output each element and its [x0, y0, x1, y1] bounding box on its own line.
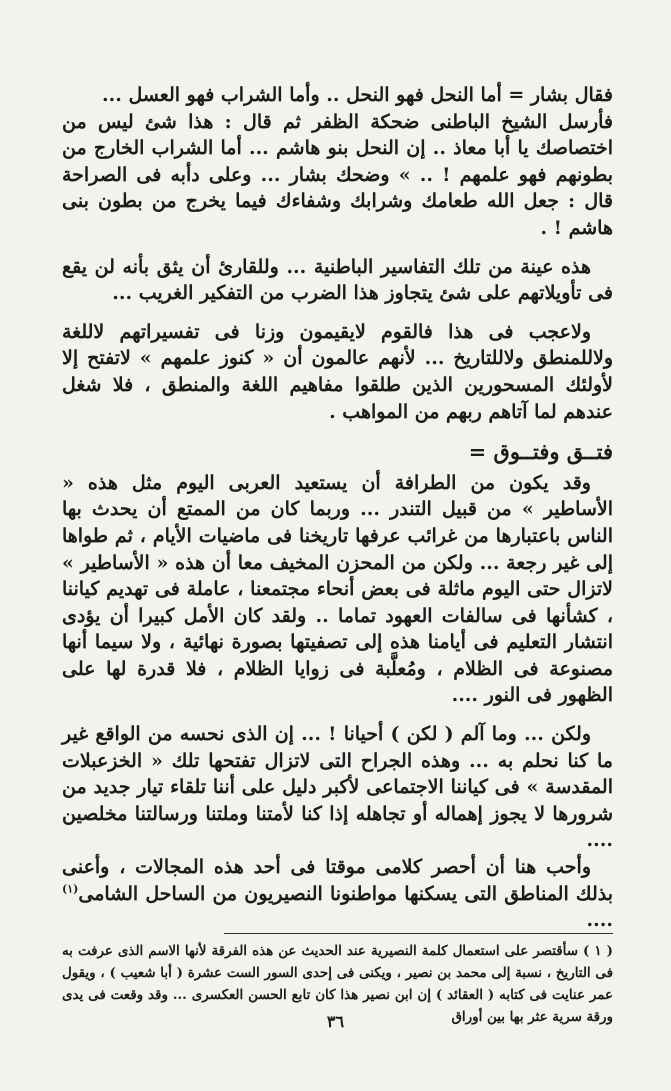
paragraph-1: فقال بشار = أما النحل فهو النحل .. وأما الشراب فهو العسل ...: [102, 84, 613, 106]
paragraph-2: فأرسل الشيخ الباطنى ضحكة الظفر ثم قال : هذا شئ ليس من اختصاصك يا أبا معاذ .. إن النحل بنو هاشم ... أما الشراب الخارج من بطونهم فهو علمهم ! .. » وضحك بشار ... وعلى دأبه فى الصراحة قال : جعل الله طعامك وشرابك وشفاءك فيما يخرج من بطون بنى هاشم ! .: [62, 110, 613, 239]
paragraph-6: ولكن ... وما آلم ( لكن ) أحيانا ! ... إن الذى نحسه من الواقع غير ما كنا نحلم به ... وهذه الجراح التى لاتزال تفتحها تلك « الخزعبلات المقدسة » فى كياننا الاجتماعى لأكبر دليل على أننا تلقاء تيار جديد من شرورها لا يجوز إهماله أو تجاهله إذا كنا لأمتنا وملتنا ورسالتنا مخلصين ....: [62, 723, 613, 852]
body-text: [62, 82, 613, 934]
footnote-reference: (١): [62, 882, 79, 896]
paragraph-5: وقد يكون من الطرافة أن يستعيد العربى اليوم مثل هذه « الأساطير » من قبيل التندر ... وربما كان من الممتع أن يحدث بها الناس باعتبارها من غرائب عرفها تاريخنا فى ماضيات الأيام ، ثم طواها إلى غير رجعة ... ولكن من المحزن المخيف معا أن هذه « الأساطير » لاتزال حتى اليوم ماثلة فى بعض أنحاء مجتمعنا ، عاملة فى تهديم كياننا ، كشأنها فى سالفات العهود تماما .. ولقد كان الأمل كبيرا أن يؤدى انتشار التعليم فى أيامنا هذه إلى تصفيتها بصورة نهائية ، ولا سيما أنها مصنوعة فى الظلام ، ومُعلَّبة فى زوايا الظلام ، فلا قدرة لها على الظهور فى النور ....: [62, 471, 613, 707]
footnote: ( ١ ) سأقتصر على استعمال كلمة النصيرية عند الحديث عن هذه الفرقة لأنها الاسم الذى عرفت به فى التاريخ ، نسبة إلى محمد بن نصير ، ويكنى فى إحدى السور الست عشرة ( أبا شعيب ) ، ويقول عمر عنايت فى كتابه ( العقائد ) إن ابن نصير هذا كان تابع الحسن العكسرى ... وقد وقعت فى يدى ورقة سرية عثر بها بين أوراق: [62, 943, 614, 1025]
page-number: ٣٦: [326, 1012, 345, 1031]
paragraph-7-text: وأحب هنا أن أحصر كلامى موقتا فى أحد هذه المجالات ، وأعنى بذلك المناطق التى يسكنها مواطنونا النصيريون من الساحل الشامى: [62, 856, 613, 905]
footnote-divider: [224, 933, 613, 934]
paragraph-4: ولاعجب فى هذا فالقوم لايقيمون وزنا فى تفسيراتهم لاللغة ولاللمنطق ولاللتاريخ ... لأنهم عالمون أن « كنوز علمهم » لاتفتح إلا لأولئك المسحورين الذين طلقوا مفاهيم اللغة والمنطق ، فلا شغل عندهم لما آتاهم ربهم من المواهب .: [62, 320, 613, 423]
section-heading: فتــق وفتــوق =: [468, 439, 613, 465]
paragraph-7: [62, 854, 613, 934]
paragraph-3: هذه عينة من تلك التفاسير الباطنية ... وللقارئ أن يثق بأنه لن يقع فى تأويلاتهم على شئ يتجاوز هذا الضرب من التفكير الغريب ...: [62, 255, 613, 305]
paragraph-7-end: ....: [586, 909, 613, 932]
